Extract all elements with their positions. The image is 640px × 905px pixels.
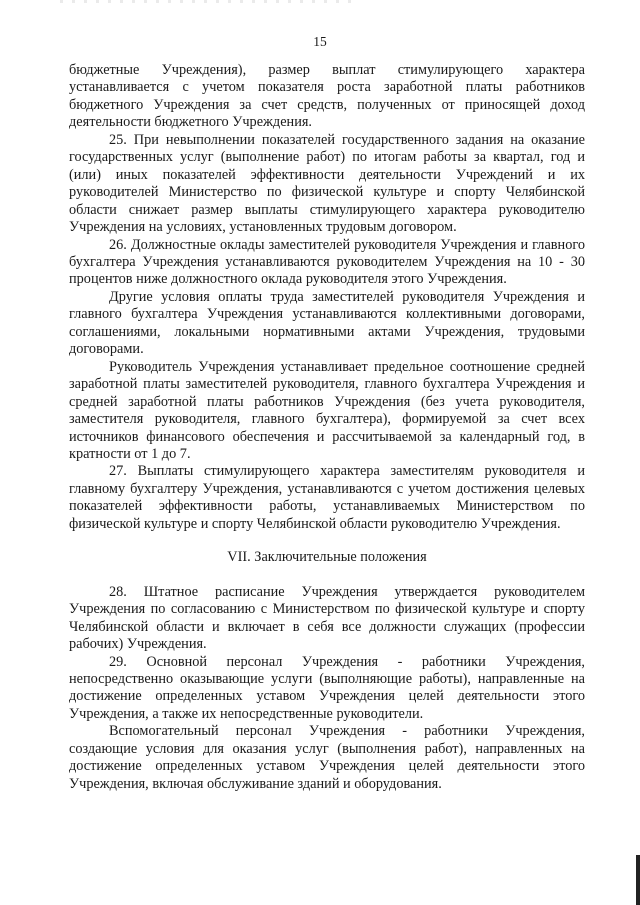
document-body: [69, 62, 585, 793]
scan-edge-artifact: [636, 855, 640, 905]
paragraph-auxiliary-staff: Вспомогательный персонал Учреждения - работники Учреждения, создающие условия для оказания услуг (выполнения работ), направленных на достижение определенных уставом Учреждения целей деятельности этого Учреждения, включая обслуживание зданий и оборудования.: [69, 723, 585, 792]
section-heading: VII. Заключительные положения: [227, 549, 427, 566]
paragraph-25: 25. При невыполнении показателей государственного задания на оказание государственных услуг (выполнение работ) по итогам работы за квартал, год и (или) иных показателей эффективности деятельности Учреждений и их руководителей Министерство по физической культуре и спорту Челябинской области снижает размер выплаты стимулирующего характера руководителю Учреждения на условиях, установленных трудовым договором.: [69, 131, 585, 236]
paragraph-26: 26. Должностные оклады заместителей руководителя Учреждения и главного бухгалтера Учреждения устанавливаются руководителем Учреждения на 10 - 30 процентов ниже должностного оклада руководителя этого Учреждения.: [69, 236, 585, 288]
paragraph-continuation: бюджетные Учреждения), размер выплат стимулирующего характера устанавливается с учетом показателя роста заработной платы работников бюджетного Учреждения за счет средств, полученных от приносящей доход деятельности бюджетного Учреждения.: [69, 62, 585, 131]
scan-artifact: [60, 0, 360, 3]
page-number: 15: [313, 34, 327, 49]
paragraph-27: 27. Выплаты стимулирующего характера заместителям руководителя и главному бухгалтеру Учреждения, устанавливаются с учетом достижения целевых показателей эффективности работы, устанавливаемых Министерством по физической культуре и спорту Челябинской области руководителю Учреждения.: [69, 463, 585, 532]
paragraph-29: 29. Основной персонал Учреждения - работники Учреждения, непосредственно оказывающие услуги (выполняющие работы), направленные на достижение определенных уставом Учреждения целей деятельности этого Учреждения, а также их непосредственные руководители.: [69, 653, 585, 722]
paragraph-28: 28. Штатное расписание Учреждения утверждается руководителем Учреждения по согласованию с Министерством по физической культуре и спорту Челябинской области и включает в себя все должности служащих (профессии рабочих) Учреждения.: [69, 583, 585, 653]
paragraph-other-conditions: Другие условия оплаты труда заместителей руководителя Учреждения и главного бухгалтера Учреждения устанавливаются коллективными договорами, соглашениями, локальными нормативными актами Учреждения, трудовыми договорами.: [69, 288, 585, 358]
paragraph-ratio: Руководитель Учреждения устанавливает предельное соотношение средней заработной платы заместителей руководителя, главного бухгалтера Учреждения и средней заработной платы работников Учреждения (без учета руководителя, заместителя руководителя, главного бухгалтера), формируемой за счет всех источников финансового обеспечения и рассчитываемой за календарный год, в кратности от 1 до 7.: [69, 358, 585, 462]
